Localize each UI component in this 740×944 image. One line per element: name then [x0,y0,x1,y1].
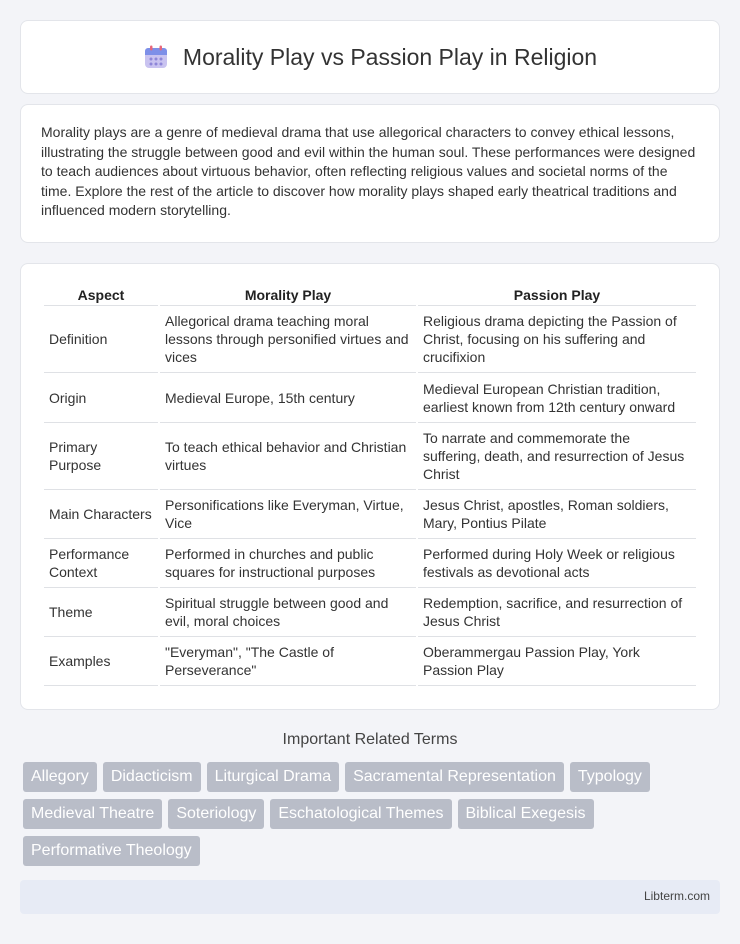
row-morality: Spiritual struggle between good and evil, moral choices [160,588,416,637]
table-header-row [44,284,696,306]
comparison-table-card [20,263,720,710]
row-morality: Personifications like Everyman, Virtue, Vice [160,490,416,539]
tag-medieval-theatre[interactable]: Medieval Theatre [23,799,162,829]
row-aspect: Primary Purpose [44,423,158,490]
row-passion: Oberammergau Passion Play, York Passion Play [418,637,696,686]
tag-biblical-exegesis[interactable]: Biblical Exegesis [458,799,594,829]
table-row [44,306,696,373]
tag-soteriology[interactable]: Soteriology [168,799,264,829]
row-passion: Medieval European Christian tradition, earliest known from 12th century onward [418,373,696,423]
row-passion: Performed during Holy Week or religious festivals as devotional acts [418,539,696,588]
table-row [44,539,696,588]
tag-eschatological-themes[interactable]: Eschatological Themes [270,799,451,829]
row-morality: Allegorical drama teaching moral lessons through personified virtues and vices [160,306,416,373]
row-morality: Performed in churches and public squares for instructional purposes [160,539,416,588]
tag-allegory[interactable]: Allegory [23,762,97,792]
tag-didacticism[interactable]: Didacticism [103,762,201,792]
title-card [20,20,720,94]
header-aspect: Aspect [44,284,158,306]
row-morality: Medieval Europe, 15th century [160,373,416,423]
tag-typology[interactable]: Typology [570,762,650,792]
related-terms-title: Important Related Terms [282,731,458,748]
table-row [44,373,696,423]
table-row [44,490,696,539]
title-row [143,44,597,71]
row-passion: Religious drama depicting the Passion of Christ, focusing on his suffering and crucifixion [418,306,696,373]
tag-sacramental-representation[interactable]: Sacramental Representation [345,762,564,792]
row-aspect: Main Characters [44,490,158,539]
header-morality-play: Morality Play [160,284,416,306]
row-aspect: Examples [44,637,158,686]
calendar-icon [143,44,169,70]
row-passion: To narrate and commemorate the suffering, death, and resurrection of Jesus Christ [418,423,696,490]
footer-site-link[interactable]: Libterm.com [643,889,710,903]
page-title: Morality Play vs Passion Play in Religion [182,43,598,70]
tag-performative-theology[interactable]: Performative Theology [23,836,200,866]
table-row [44,637,696,686]
intro-card [20,104,720,243]
comparison-table [42,284,698,686]
row-morality: To teach ethical behavior and Christian virtues [160,423,416,490]
row-aspect: Origin [44,373,158,423]
row-morality: "Everyman", "The Castle of Perseverance" [160,637,416,686]
row-passion: Redemption, sacrifice, and resurrection of Jesus Christ [418,588,696,637]
intro-paragraph: Morality plays are a genre of medieval drama that use allegorical characters to convey ethical lessons, illustrating the struggle between good and evil within the human soul. These performances were designed to teach audiences about virtuous behavior, often reflecting religious values and societal norms of the time. Explore the rest of the article to discover how morality plays shaped early theatrical traditions and influenced modern storytelling. [41,124,696,219]
table-row [44,588,696,637]
related-terms-list [23,762,723,866]
table-row [44,423,696,490]
tag-liturgical-drama[interactable]: Liturgical Drama [207,762,339,792]
row-aspect: Performance Context [44,539,158,588]
row-aspect: Definition [44,306,158,373]
row-passion: Jesus Christ, apostles, Roman soldiers, Mary, Pontius Pilate [418,490,696,539]
header-passion-play: Passion Play [418,284,696,306]
row-aspect: Theme [44,588,158,637]
footer [20,880,720,914]
